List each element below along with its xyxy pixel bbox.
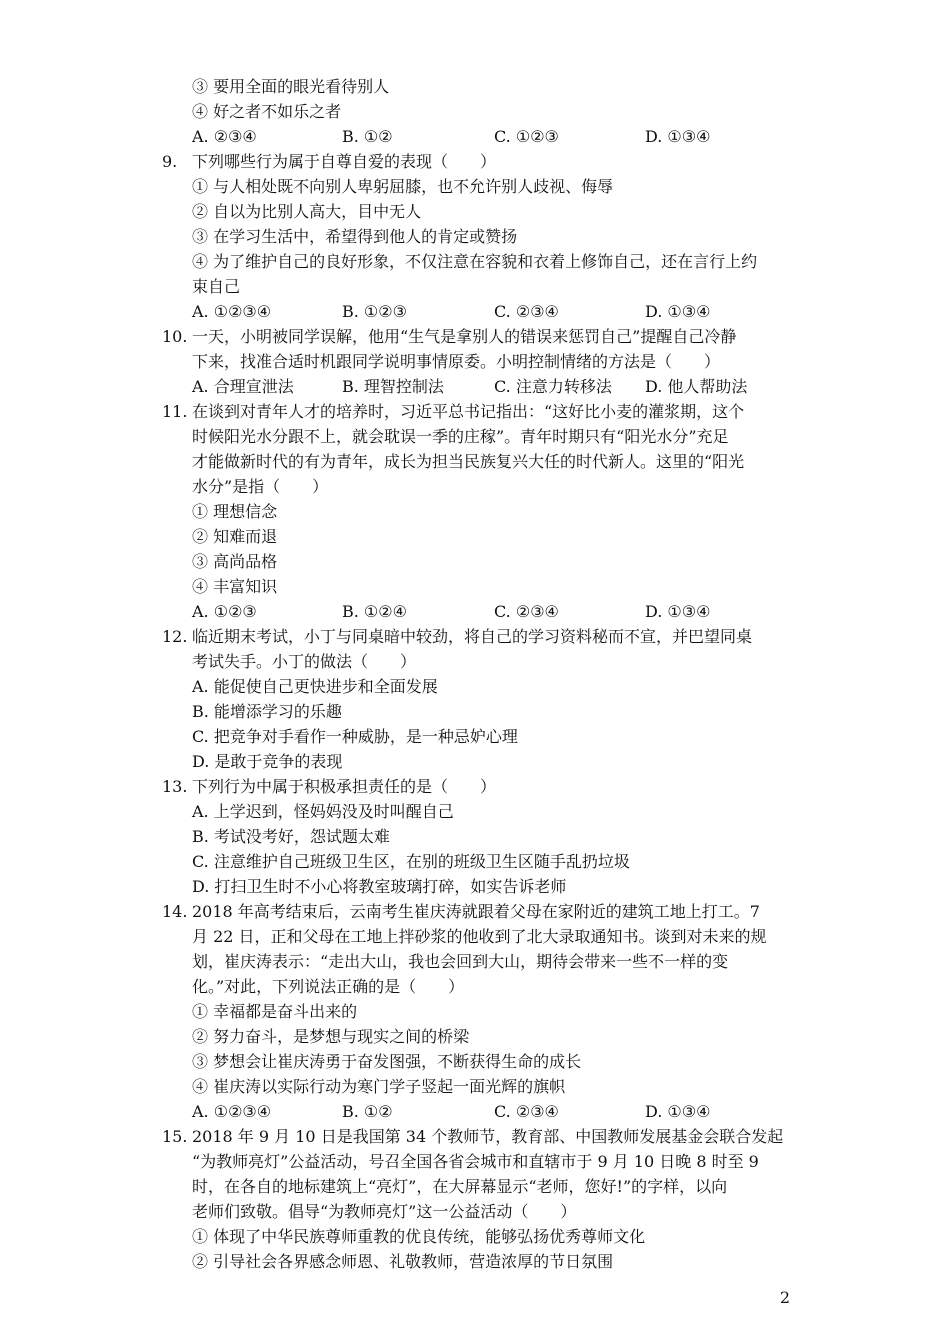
option-d: D. ①③④ (645, 127, 711, 146)
choice-b: B. 能增添学习的乐趣 (192, 702, 342, 721)
question-stem: 时，在各自的地标建筑上“亮灯”，在大屏幕显示“老师，您好!”的字样，以向 (192, 1177, 728, 1196)
statement-item: ④ 崔庆涛以实际行动为寒门学子竖起一面光辉的旗帜 (192, 1077, 566, 1096)
statement-item: ② 引导社会各界感念师恩、礼敬教师，营造浓厚的节日氛围 (192, 1252, 614, 1271)
question-stem: 下列哪些行为属于自尊自爱的表现（ ） (192, 152, 497, 171)
option-a: A. ②③④ (192, 127, 257, 146)
question-stem: 下列行为中属于积极承担责任的是（ ） (192, 777, 497, 796)
question-stem: 下来，找准合适时机跟同学说明事情原委。小明控制情绪的方法是（ ） (192, 352, 721, 371)
choice-b: B. 考试没考好，怨试题太难 (192, 827, 390, 846)
option-b: B. ①②③ (342, 302, 407, 321)
question-stem: 考试失手。小丁的做法（ ） (192, 652, 417, 671)
page-number: 2 (779, 1288, 790, 1307)
statement-item: ① 幸福都是奋斗出来的 (192, 1002, 358, 1021)
statement-item: ② 努力奋斗，是梦想与现实之间的桥梁 (192, 1027, 470, 1046)
option-d: D. ①③④ (645, 302, 711, 321)
question-stem: 2018 年高考结束后，云南考生崔庆涛就跟着父母在家附近的建筑工地上打工。7 (192, 902, 760, 921)
option-a: A. ①②③④ (192, 1102, 272, 1121)
question-stem: 月 22 日，正和父母在工地上拌砂浆的他收到了北大录取通知书。谈到对未来的规 (192, 927, 767, 946)
statement-item: ① 理想信念 (192, 502, 278, 521)
choice-c: C. 把竞争对手看作一种威胁，是一种忌妒心理 (192, 727, 518, 746)
option-b: B. ①② (342, 1102, 393, 1121)
option-c: C. ②③④ (494, 1102, 559, 1121)
option-d: D. 他人帮助法 (645, 377, 748, 396)
question-stem: 化。”对此，下列说法正确的是（ ） (192, 977, 465, 996)
choice-d: D. 打扫卫生时不小心将教室玻璃打碎，如实告诉老师 (192, 877, 567, 896)
question-stem: 才能做新时代的有为青年，成长为担当民族复兴大任的时代新人。这里的“阳光 (192, 452, 745, 471)
question-stem: 在谈到对青年人才的培养时，习近平总书记指出：“这好比小麦的灌浆期，这个 (192, 402, 745, 421)
statement-item: ② 自以为比别人高大，目中无人 (192, 202, 422, 221)
question-number: 12. (162, 627, 188, 646)
option-c: C. ②③④ (494, 602, 559, 621)
question-number: 10. (162, 327, 188, 346)
statement-item-continuation: 束自己 (192, 277, 241, 296)
statement-item: ③ 在学习生活中，希望得到他人的肯定或赞扬 (192, 227, 518, 246)
option-c: C. ②③④ (494, 302, 559, 321)
prev-item-3: ③ 要用全面的眼光看待别人 (192, 77, 390, 96)
statement-item: ④ 为了维护自己的良好形象，不仅注意在容貌和衣着上修饰自己，还在言行上约 (192, 252, 758, 271)
option-b: B. ①②④ (342, 602, 407, 621)
choice-c: C. 注意维护自己班级卫生区，在别的班级卫生区随手乱扔垃圾 (192, 852, 630, 871)
choice-a: A. 上学迟到，怪妈妈没及时叫醒自己 (192, 802, 454, 821)
question-stem: 划，崔庆涛表示：“走出大山，我也会回到大山，期待会带来一些不一样的变 (192, 952, 729, 971)
statement-item: ③ 高尚品格 (192, 552, 278, 571)
option-a: A. 合理宣泄法 (192, 377, 294, 396)
question-stem: 2018 年 9 月 10 日是我国第 34 个教师节，教育部、中国教师发展基金会联合发起 (192, 1127, 784, 1146)
option-a: A. ①②③④ (192, 302, 272, 321)
question-stem: 时候阳光水分跟不上，就会耽误一季的庄稼”。青年时期只有“阳光水分”充足 (192, 427, 729, 446)
option-b: B. ①② (342, 127, 393, 146)
option-b: B. 理智控制法 (342, 377, 444, 396)
question-number: 9. (162, 152, 178, 171)
statement-item: ① 与人相处既不向别人卑躬屈膝，也不允许别人歧视、侮辱 (192, 177, 614, 196)
question-number: 11. (162, 402, 188, 421)
option-c: C. ①②③ (494, 127, 559, 146)
question-stem: 临近期末考试，小丁与同桌暗中较劲，将自己的学习资料秘而不宣，并巴望同桌 (192, 627, 753, 646)
statement-item: ④ 丰富知识 (192, 577, 278, 596)
option-a: A. ①②③ (192, 602, 257, 621)
option-d: D. ①③④ (645, 1102, 711, 1121)
question-number: 13. (162, 777, 188, 796)
question-number: 15. (162, 1127, 188, 1146)
question-stem: 一天，小明被同学误解，他用“生气是拿别人的错误来惩罚自己”提醒自己冷静 (192, 327, 737, 346)
prev-item-4: ④ 好之者不如乐之者 (192, 102, 342, 121)
statement-item: ② 知难而退 (192, 527, 278, 546)
choice-d: D. 是敢于竞争的表现 (192, 752, 343, 771)
question-number: 14. (162, 902, 188, 921)
choice-a: A. 能促使自己更快进步和全面发展 (192, 677, 438, 696)
statement-item: ③ 梦想会让崔庆涛勇于奋发图强，不断获得生命的成长 (192, 1052, 582, 1071)
question-stem: 老师们致敬。倡导“为教师亮灯”这一公益活动（ ） (192, 1202, 577, 1221)
option-d: D. ①③④ (645, 602, 711, 621)
statement-item: ① 体现了中华民族尊师重教的优良传统，能够弘扬优秀尊师文化 (192, 1227, 646, 1246)
question-stem: “为教师亮灯”公益活动，号召全国各省会城市和直辖市于 9 月 10 日晚 8 时至 9 (192, 1152, 759, 1171)
option-c: C. 注意力转移法 (494, 377, 612, 396)
question-stem: 水分”是指（ ） (192, 477, 329, 496)
